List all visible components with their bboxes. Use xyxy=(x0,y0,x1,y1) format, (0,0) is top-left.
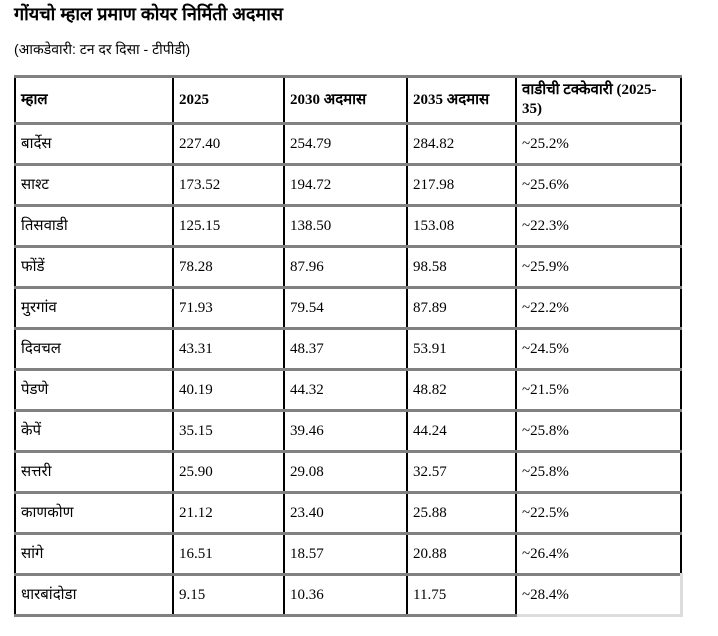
cell-growth-pct: ~25.8% xyxy=(516,411,681,452)
cell-2035-value: 98.58 xyxy=(407,247,516,288)
cell-2030-value: 254.79 xyxy=(284,124,407,165)
cell-2025-value: 35.15 xyxy=(173,411,284,452)
cell-growth-pct: ~24.5% xyxy=(516,329,681,370)
cell-2025-value: 25.90 xyxy=(173,452,284,493)
cell-2025-value: 43.31 xyxy=(173,329,284,370)
table-row xyxy=(15,452,681,493)
cell-growth-pct: ~26.4% xyxy=(516,534,681,575)
header-row xyxy=(15,77,681,124)
column-header-2030: 2030 अदमास xyxy=(284,77,407,124)
table-row xyxy=(15,206,681,247)
cell-2035-value: 217.98 xyxy=(407,165,516,206)
cell-district: धारबांदोडा xyxy=(15,575,173,616)
cell-growth-pct: ~22.3% xyxy=(516,206,681,247)
cell-growth-pct: ~22.5% xyxy=(516,493,681,534)
cell-2035-value: 20.88 xyxy=(407,534,516,575)
cell-2025-value: 227.40 xyxy=(173,124,284,165)
page-subtitle: (आकडेवारी: टन दर दिसा - टीपीडी) xyxy=(14,41,191,57)
cell-district: केपें xyxy=(15,411,173,452)
cell-2025-value: 40.19 xyxy=(173,370,284,411)
cell-district: साश्ट xyxy=(15,165,173,206)
cell-2030-value: 23.40 xyxy=(284,493,407,534)
cell-district: सत्तरी xyxy=(15,452,173,493)
cell-district: दिवचल xyxy=(15,329,173,370)
cell-growth-pct: ~21.5% xyxy=(516,370,681,411)
cell-2035-value: 53.91 xyxy=(407,329,516,370)
cell-2025-value: 71.93 xyxy=(173,288,284,329)
taluka-estimate-table xyxy=(14,75,683,617)
cell-district: तिसवाडी xyxy=(15,206,173,247)
cell-growth-pct: ~25.9% xyxy=(516,247,681,288)
table-header xyxy=(15,77,681,124)
cell-growth-pct: ~25.8% xyxy=(516,452,681,493)
cell-2030-value: 48.37 xyxy=(284,329,407,370)
cell-2030-value: 39.46 xyxy=(284,411,407,452)
cell-growth-pct: ~25.2% xyxy=(516,124,681,165)
column-header-growth: वाडीची टक्केवारी (2025-35) xyxy=(516,77,681,124)
table-row xyxy=(15,534,681,575)
table-row xyxy=(15,124,681,165)
column-header-2035: 2035 अदमास xyxy=(407,77,516,124)
cell-growth-pct: ~28.4% xyxy=(516,575,681,616)
page-title: गोंयचो म्हाल प्रमाण कोयर निर्मिती अदमास xyxy=(14,4,284,24)
cell-2030-value: 10.36 xyxy=(284,575,407,616)
cell-2025-value: 16.51 xyxy=(173,534,284,575)
cell-district: फोंडें xyxy=(15,247,173,288)
cell-2035-value: 32.57 xyxy=(407,452,516,493)
cell-2025-value: 173.52 xyxy=(173,165,284,206)
cell-2035-value: 153.08 xyxy=(407,206,516,247)
cell-district: मुरगांव xyxy=(15,288,173,329)
cell-2035-value: 284.82 xyxy=(407,124,516,165)
cell-2030-value: 79.54 xyxy=(284,288,407,329)
cell-2030-value: 29.08 xyxy=(284,452,407,493)
cell-2030-value: 18.57 xyxy=(284,534,407,575)
cell-district: पेडणे xyxy=(15,370,173,411)
cell-2025-value: 78.28 xyxy=(173,247,284,288)
cell-2030-value: 194.72 xyxy=(284,165,407,206)
cell-2035-value: 48.82 xyxy=(407,370,516,411)
cell-growth-pct: ~22.2% xyxy=(516,288,681,329)
cell-2025-value: 21.12 xyxy=(173,493,284,534)
cell-2035-value: 25.88 xyxy=(407,493,516,534)
table-body xyxy=(15,124,681,616)
column-header-district: म्हाल xyxy=(15,77,173,124)
column-header-2025: 2025 xyxy=(173,77,284,124)
table-row xyxy=(15,288,681,329)
table-row xyxy=(15,370,681,411)
table-row xyxy=(15,329,681,370)
cell-2025-value: 125.15 xyxy=(173,206,284,247)
table-row xyxy=(15,575,681,616)
cell-growth-pct: ~25.6% xyxy=(516,165,681,206)
cell-2035-value: 11.75 xyxy=(407,575,516,616)
table-row xyxy=(15,247,681,288)
cell-2030-value: 138.50 xyxy=(284,206,407,247)
cell-2030-value: 44.32 xyxy=(284,370,407,411)
cell-2030-value: 87.96 xyxy=(284,247,407,288)
cell-2035-value: 44.24 xyxy=(407,411,516,452)
cell-district: सांगे xyxy=(15,534,173,575)
table-row xyxy=(15,493,681,534)
cell-district: काणकोण xyxy=(15,493,173,534)
cell-2035-value: 87.89 xyxy=(407,288,516,329)
cell-district: बार्देस xyxy=(15,124,173,165)
table-row xyxy=(15,165,681,206)
table-row xyxy=(15,411,681,452)
cell-2025-value: 9.15 xyxy=(173,575,284,616)
